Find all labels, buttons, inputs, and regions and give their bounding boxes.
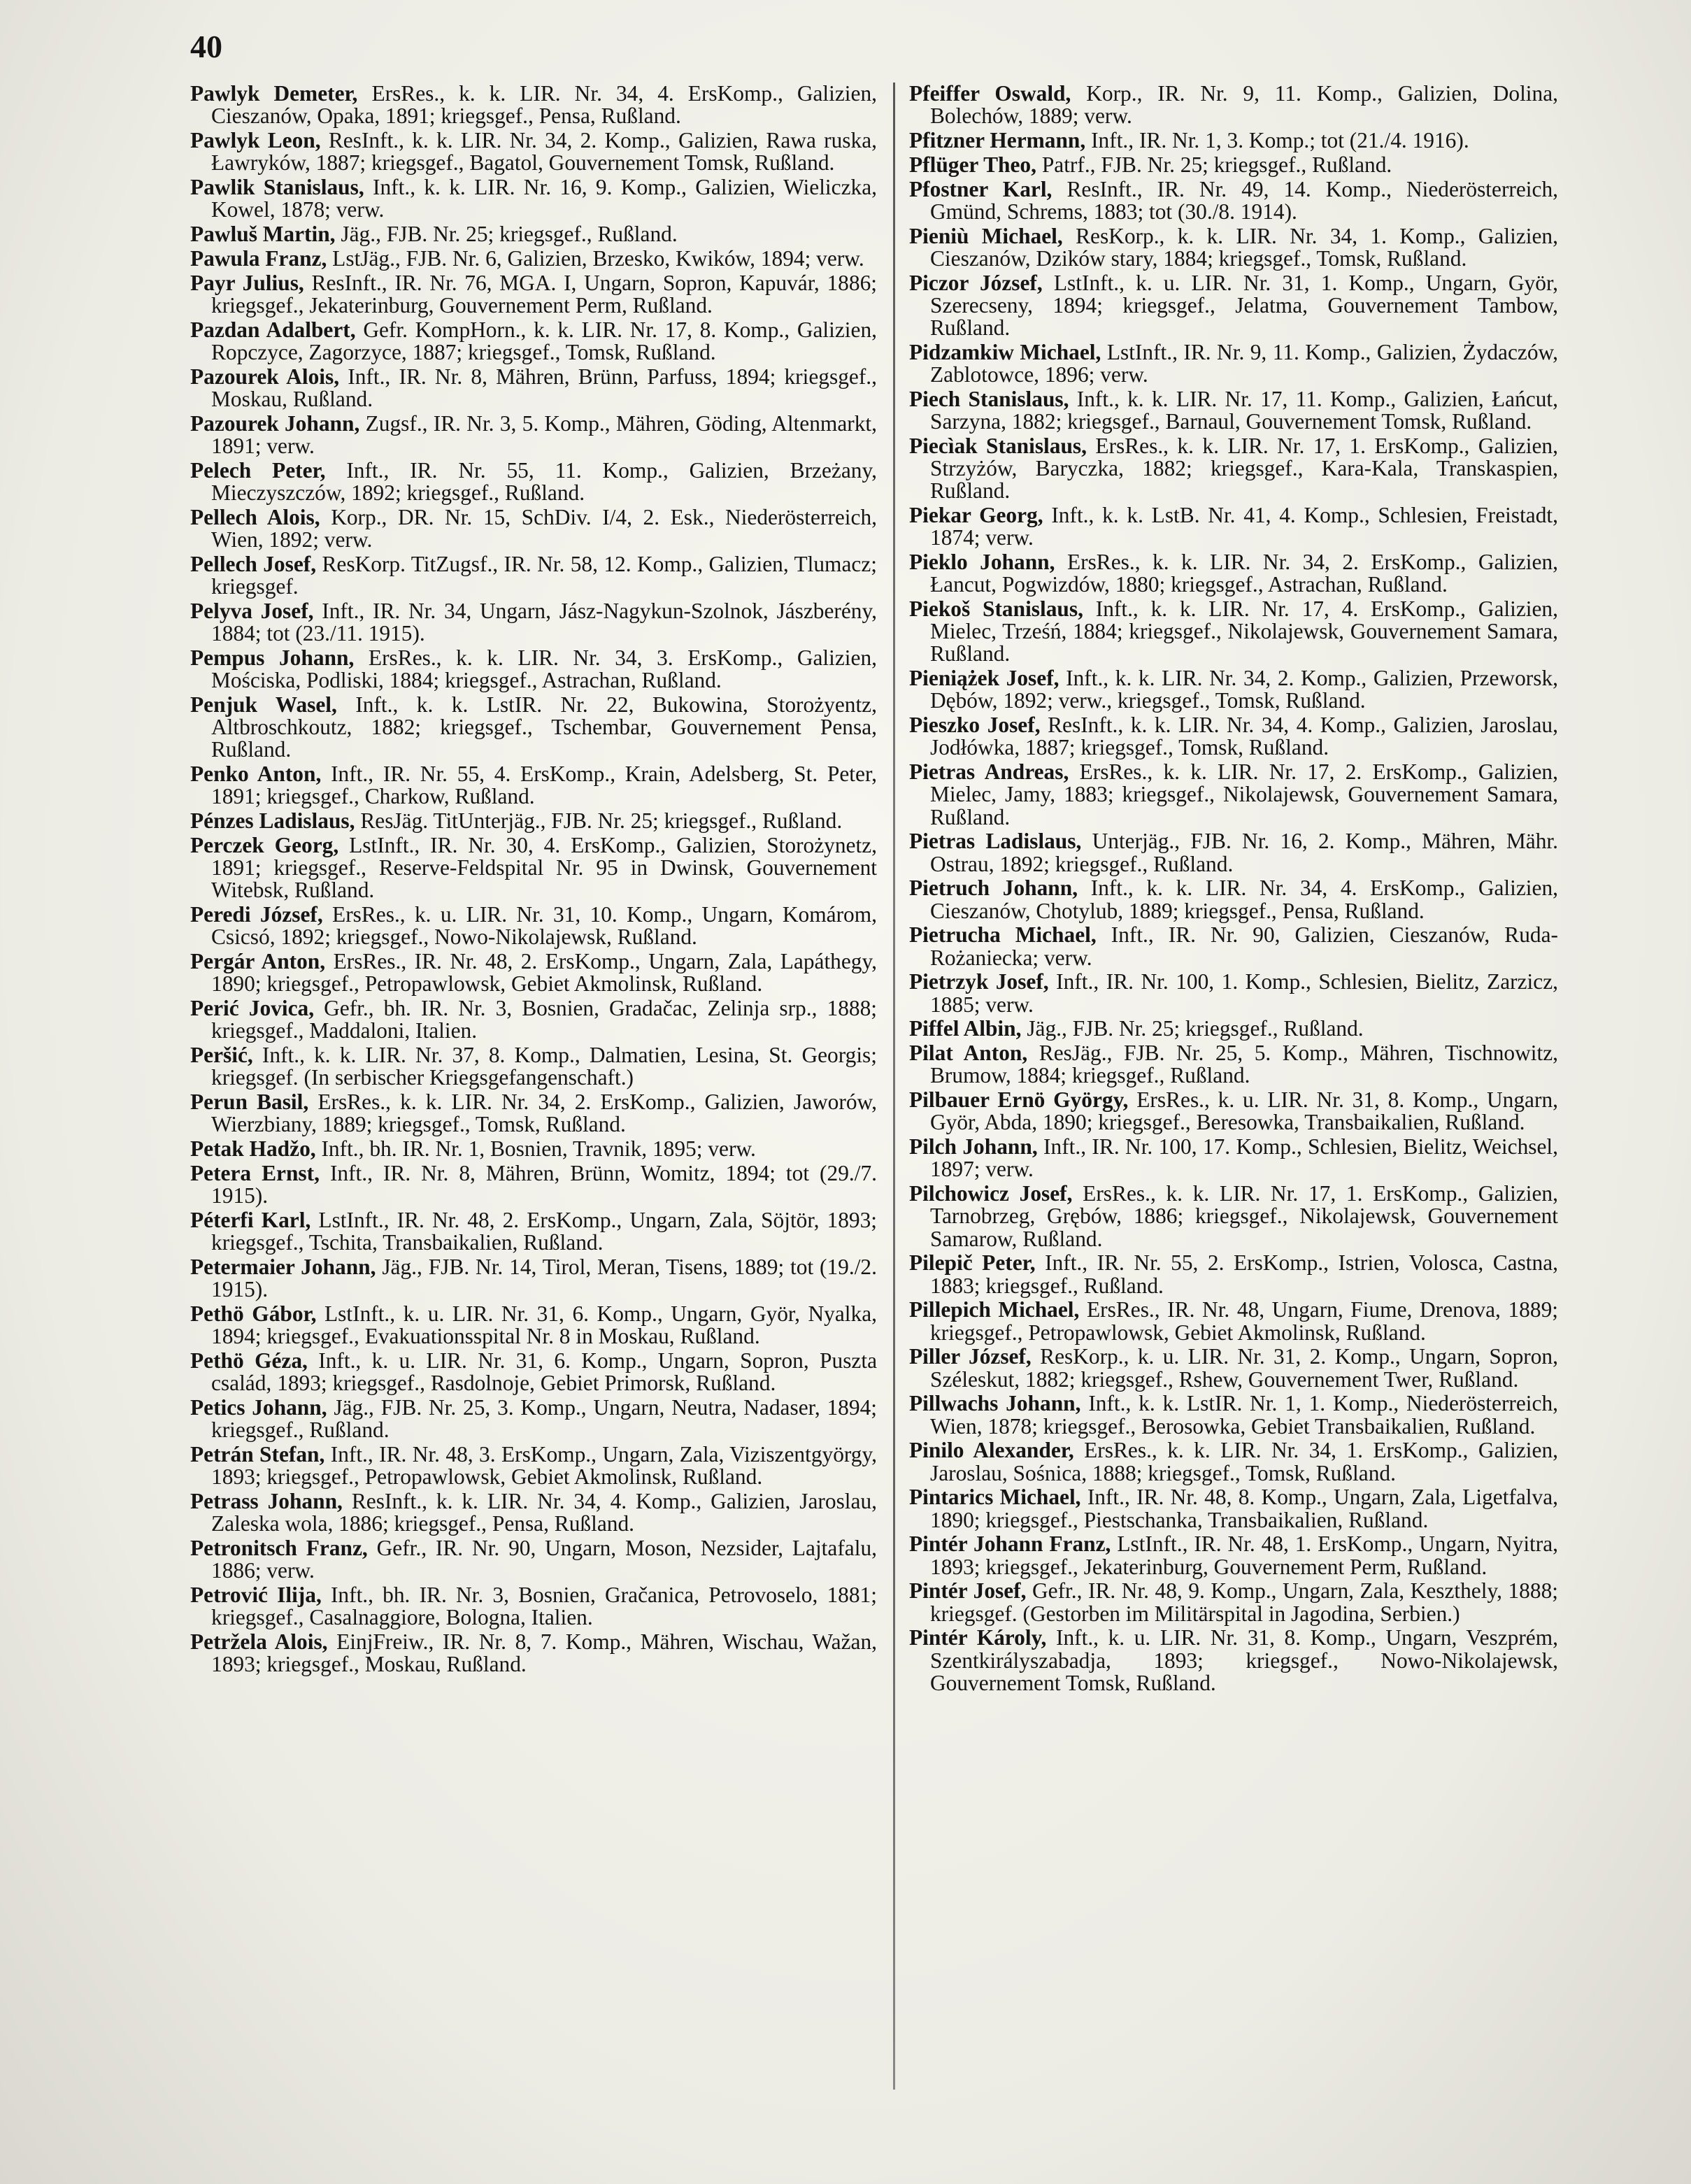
register-entry <box>190 245 877 271</box>
register-entry <box>909 1346 1558 1390</box>
entry-details: ErsRes., IR. Nr. 48, 2. ErsKomp., Ungarn, Zala, Lapáthegy, 1890; kriegsgef., Petropawlowsk, Gebiet Akmolinsk, Rußland. <box>211 948 878 996</box>
entry-name: Pinilo Alexander, <box>909 1438 1074 1463</box>
left-column <box>190 83 877 1678</box>
register-entry <box>190 1631 877 1676</box>
entry-name: Pempus Johann, <box>190 645 355 670</box>
register-entry <box>190 997 877 1042</box>
entry-name: Piecìak Stanislaus, <box>909 433 1087 458</box>
entry-name: Pfeiffer Oswald, <box>909 81 1071 106</box>
entry-name: Pietruch Johann, <box>909 876 1078 901</box>
register-entry <box>190 694 877 762</box>
entry-details: ErsRes., IR. Nr. 48, Ungarn, Fiume, Drenova, 1889; kriegsgef., Petropawlowsk, Gebiet Akmolinsk, Rußland. <box>930 1297 1558 1345</box>
entry-name: Petera Ernst, <box>190 1160 320 1185</box>
entry-details: Jäg., FJB. Nr. 25; kriegsgef., Rußland. <box>341 222 678 246</box>
entry-details: ResInft., k. k. LIR. Nr. 34, 4. Komp., Galizien, Jaroslau, Jodłówka, 1887; kriegsgef., Tomsk, Rußland. <box>930 713 1558 760</box>
entry-name: Pazdan Adalbert, <box>190 317 356 342</box>
entry-name: Pawlyk Leon, <box>190 128 321 152</box>
entry-name: Pintér Josef, <box>909 1578 1027 1604</box>
column-divider <box>893 83 895 2090</box>
entry-details: Inft., bh. IR. Nr. 3, Bosnien, Gračanica, Petrovoselo, 1881; kriegsgef., Casalnaggiore, Bologna, Italien. <box>211 1582 877 1629</box>
register-entry <box>909 667 1558 712</box>
entry-name: Penko Anton, <box>190 761 322 786</box>
register-entry <box>190 647 877 692</box>
entry-details: Jäg., FJB. Nr. 14, Tirol, Meran, Tisens, 1889; tot (19./2. 1915). <box>211 1254 877 1301</box>
entry-details: Inft., IR. Nr. 8, Mähren, Brünn, Parfuss, 1894; kriegsgef., Moskau, Rußland. <box>211 364 877 411</box>
register-entry <box>909 1018 1558 1040</box>
register-entry <box>909 1439 1558 1484</box>
entry-details: Patrf., FJB. Nr. 25; kriegsgef., Rußland. <box>1041 152 1392 177</box>
entry-name: Pethö Géza, <box>190 1348 308 1373</box>
register-entry <box>190 319 877 364</box>
entry-details: Inft., k. k. LIR. Nr. 17, 11. Komp., Galizien, Łańcut, Sarzyna, 1882; kriegsgef., Barnaul, Gouvernement Tomsk, Rußland. <box>930 386 1558 434</box>
entry-name: Peršić, <box>190 1042 253 1067</box>
entry-details: Inft., k. k. LIR. Nr. 37, 8. Komp., Dalmatien, Lesina, St. Georgis; kriegsgef. (In serbischer Kriegsgefangenschaft.) <box>211 1042 877 1090</box>
entry-details: LstInft., IR. Nr. 30, 4. ErsKomp., Galizien, Storożynetz, 1891; kriegsgef., Reserve-Feldspital Nr. 95 in Dwinsk, Gouvernement Witebsk, Rußland. <box>211 832 877 902</box>
entry-name: Petržela Alois, <box>190 1629 328 1654</box>
entry-name: Pawluš Martin, <box>190 222 336 246</box>
entry-details: ResJäg., FJB. Nr. 25, 5. Komp., Mähren, Tischnowitz, Brumow, 1884; kriegsgef., Rußland. <box>930 1041 1558 1088</box>
register-entry <box>190 763 877 808</box>
register-entry <box>909 1580 1558 1625</box>
entry-details: Gefr. KompHorn., k. k. LIR. Nr. 17, 8. Komp., Galizien, Ropczyce, Zagorzyce, 1887; kriegsgef., Tomsk, Rußland. <box>211 317 877 364</box>
entry-details: Inft., k. u. LIR. Nr. 31, 8. Komp., Ungarn, Veszprém, Szentkirályszabadja, 1893; kriegsgef., Nowo-Nikolajewsk, Gouvernement Tomsk, Rußland. <box>930 1625 1558 1695</box>
entry-details: LstJäg., FJB. Nr. 6, Galizien, Brzesko, Kwików, 1894; verw. <box>332 245 864 271</box>
entry-details: ResInft., IR. Nr. 76, MGA. I, Ungarn, Sopron, Kapuvár, 1886; kriegsgef., Jekaterinburg, Gouvernement Perm, Rußland. <box>211 270 877 317</box>
register-entry <box>909 1533 1558 1578</box>
entry-name: Piffel Albin, <box>909 1016 1022 1041</box>
register-entry <box>190 1584 877 1629</box>
entry-name: Pilchowicz Josef, <box>909 1181 1073 1206</box>
entry-details: Gefr., IR. Nr. 48, 9. Komp., Ungarn, Zala, Keszthely, 1888; kriegsgef. (Gestorben im Militärspital in Jagodina, Serbien.) <box>930 1578 1558 1626</box>
entry-name: Petermaier Johann, <box>190 1254 376 1279</box>
register-entry <box>909 830 1558 875</box>
entry-name: Piekoš Stanislaus, <box>909 597 1083 621</box>
register-entry <box>190 1162 877 1207</box>
entry-name: Petrović Ilija, <box>190 1582 322 1607</box>
entry-name: Perun Basil, <box>190 1089 309 1114</box>
register-entry <box>909 435 1558 503</box>
register-entry <box>190 1138 877 1160</box>
entry-details: LstInft., IR. Nr. 48, 1. ErsKomp., Ungarn, Nyitra, 1893; kriegsgef., Jekaterinburg, Gouvernement Perm, Rußland. <box>930 1532 1558 1579</box>
entry-name: Pintér Johann Franz, <box>909 1532 1111 1557</box>
entry-name: Pillepich Michael, <box>909 1297 1080 1322</box>
register-entry <box>909 225 1558 270</box>
register-entry <box>909 761 1558 829</box>
entry-name: Pillwachs Johann, <box>909 1391 1081 1416</box>
entry-name: Pethö Gábor, <box>190 1301 317 1326</box>
entry-name: Pilat Anton, <box>909 1041 1028 1066</box>
entry-details: Inft., IR. Nr. 55, 4. ErsKomp., Krain, Adelsberg, St. Peter, 1891; kriegsgef., Charkow, Rußland. <box>211 761 877 808</box>
entry-details: LstInft., IR. Nr. 48, 2. ErsKomp., Ungarn, Zala, Söjtör, 1893; kriegsgef., Tschita, Transbaikalien, Rußland. <box>211 1207 878 1255</box>
entry-name: Piech Stanislaus, <box>909 386 1069 411</box>
entry-details: Inft., k. k. LstIR. Nr. 1, 1. Komp., Niederösterreich, Wien, 1878; kriegsgef., Berosowka, Gebiet Transbaikalien, Rußland. <box>930 1391 1558 1439</box>
entry-name: Pawlik Stanislaus, <box>190 175 364 199</box>
entry-name: Pietrzyk Josef, <box>909 969 1049 994</box>
register-entry <box>909 272 1558 340</box>
entry-details: Inft., k. k. LIR. Nr. 34, 2. Komp., Galizien, Przeworsk, Dębów, 1892; verw., kriegsgef., Tomsk, Rußland. <box>930 666 1558 713</box>
entry-details: Inft., IR. Nr. 100, 1. Komp., Schlesien, Bielitz, Zarzicz, 1885; verw. <box>930 969 1558 1017</box>
entry-name: Petrán Stefan, <box>190 1441 325 1466</box>
register-entry <box>190 1490 877 1535</box>
entry-details: Inft., k. k. LstIR. Nr. 22, Bukowina, Storożyentz, Altbroschkoutz, 1882; kriegsgef., Tschembar, Gouvernement Pensa, Rußland. <box>211 692 877 762</box>
entry-details: ResInft., k. k. LIR. Nr. 34, 2. Komp., Galizien, Rawa ruska, Ławryków, 1887; kriegsgef., Bagatol, Gouvernement Tomsk, Rußland. <box>211 128 877 176</box>
entry-details: ErsRes., k. k. LIR. Nr. 34, 4. ErsKomp., Galizien, Cieszanów, Opaka, 1891; kriegsgef., Pensa, Rußland. <box>211 81 877 129</box>
entry-name: Pelyva Josef, <box>190 598 314 623</box>
entry-details: ResKorp. TitZugsf., IR. Nr. 58, 12. Komp., Galizien, Tlumacz; kriegsgef. <box>211 551 877 599</box>
register-entry <box>190 1443 877 1488</box>
entry-details: ResKorp., k. u. LIR. Nr. 31, 2. Komp., Ungarn, Sopron, Széleskut, 1882; kriegsgef., Rshew, Gouvernement Twer, Rußland. <box>930 1344 1558 1392</box>
register-entry <box>190 1044 877 1089</box>
entry-name: Petrass Johann, <box>190 1488 343 1513</box>
register-entry <box>190 459 877 504</box>
entry-name: Piczor József, <box>909 270 1043 295</box>
entry-details: Inft., IR. Nr. 100, 17. Komp., Schlesien, Bielitz, Weichsel, 1897; verw. <box>930 1134 1558 1182</box>
register-entry <box>909 1486 1558 1531</box>
entry-details: ResJäg. TitUnterjäg., FJB. Nr. 25; kriegsgef., Rußland. <box>360 808 843 833</box>
register-entry <box>190 272 877 317</box>
entry-name: Pintarics Michael, <box>909 1485 1081 1510</box>
register-entry <box>190 901 877 949</box>
page-number: 40 <box>190 29 222 64</box>
entry-name: Pilepič Peter, <box>909 1250 1036 1276</box>
entry-name: Pellech Josef, <box>190 551 317 576</box>
entry-name: Petak Hadžo, <box>190 1136 316 1161</box>
entry-details: Jäg., FJB. Nr. 25, 3. Komp., Ungarn, Neutra, Nadaser, 1894; kriegsgef., Rußland. <box>211 1394 877 1442</box>
register-entry <box>909 83 1558 127</box>
entry-name: Pazourek Johann, <box>190 411 360 436</box>
entry-name: Pénzes Ladislaus, <box>190 808 355 833</box>
entry-name: Péterfi Karl, <box>190 1207 311 1232</box>
right-column <box>909 83 1558 1697</box>
entry-details: ErsRes., k. k. LIR. Nr. 34, 2. ErsKomp., Galizien, Jaworów, Wierzbiany, 1889; kriegsgef., Tomsk, Rußland. <box>211 1089 877 1136</box>
entry-details: ErsRes., k. u. LIR. Nr. 31, 10. Komp., Ungarn, Komárom, Csicsó, 1892; kriegsgef., Nowo-Nikolajewsk, Rußland. <box>211 901 877 949</box>
register-entry <box>190 1394 877 1442</box>
entry-details: Inft., IR. Nr. 48, 3. ErsKomp., Ungarn, Zala, Viziszentgyörgy, 1893; kriegsgef., Petropawlowsk, Gebiet Akmolinsk, Rußland. <box>211 1441 877 1489</box>
entry-details: Inft., IR. Nr. 34, Ungarn, Jász-Nagykun-Szolnok, Jászberény, 1884; tot (23./11. 1915). <box>211 598 877 645</box>
entry-details: LstInft., k. u. LIR. Nr. 31, 6. Komp., Ungarn, Györ, Nyalka, 1894; kriegsgef., Evakuationsspital Nr. 8 in Moskau, Rußland. <box>211 1301 877 1348</box>
entry-details: Korp., DR. Nr. 15, SchDiv. I/4, 2. Esk., Niederösterreich, Wien, 1892; verw. <box>211 504 877 552</box>
register-entry <box>190 1209 877 1254</box>
entry-details: Inft., IR. Nr. 48, 8. Komp., Ungarn, Zala, Ligetfalva, 1890; kriegsgef., Piestschanka, Transbaikalien, Rußland. <box>930 1485 1558 1532</box>
entry-name: Petics Johann, <box>190 1394 327 1420</box>
register-entry <box>190 1256 877 1301</box>
register-entry <box>190 1303 877 1348</box>
entry-details: Gefr., IR. Nr. 90, Ungarn, Moson, Nezsider, Lajtafalu, 1886; verw. <box>211 1535 877 1583</box>
entry-details: Inft., IR. Nr. 90, Galizien, Cieszanów, Ruda-Rożaniecka; verw. <box>930 922 1558 970</box>
entry-name: Pflüger Theo, <box>909 152 1036 177</box>
register-entry <box>909 1299 1558 1343</box>
entry-details: ResInft., k. k. LIR. Nr. 34, 4. Komp., Galizien, Jaroslau, Zaleska wola, 1886; kriegsgef., Pensa, Rußland. <box>211 1488 877 1536</box>
entry-name: Pawula Franz, <box>190 245 327 271</box>
entry-details: ErsRes., k. k. LIR. Nr. 34, 2. ErsKomp., Galizien, Łancut, Pogwizdów, 1880; kriegsgef., Astrachan, Rußland. <box>930 550 1558 597</box>
register-entry <box>909 178 1558 223</box>
register-entry <box>909 341 1558 386</box>
entry-name: Perczek Georg, <box>190 832 339 857</box>
entry-name: Pfostner Karl, <box>909 176 1053 201</box>
entry-name: Pergár Anton, <box>190 948 326 973</box>
entry-name: Piller József, <box>909 1344 1032 1369</box>
entry-details: Inft., IR. Nr. 55, 11. Komp., Galizien, Brzeżany, Mieczyszczów, 1892; kriegsgef., Rußland. <box>211 457 877 505</box>
register-entry <box>909 1252 1558 1297</box>
register-entry <box>190 1350 877 1394</box>
register-entry <box>909 877 1558 922</box>
entry-name: Pietras Andreas, <box>909 759 1069 785</box>
entry-details: ErsRes., k. k. LIR. Nr. 17, 1. ErsKomp., Galizien, Tarnobrzeg, Grębów, 1886; kriegsgef., Nikolajewsk, Gouvernement Samarow, Rußland. <box>930 1181 1558 1251</box>
entry-details: Gefr., bh. IR. Nr. 3, Bosnien, Gradačac, Zelinja srp., 1888; kriegsgef., Maddaloni, Italien. <box>211 995 877 1043</box>
entry-name: Pelech Peter, <box>190 457 326 483</box>
entry-name: Pieniążek Josef, <box>909 666 1059 691</box>
entry-details: Unterjäg., FJB. Nr. 16, 2. Komp., Mähren, Mähr. Ostrau, 1892; kriegsgef., Rußland. <box>930 829 1558 876</box>
entry-name: Pilbauer Ernö György, <box>909 1087 1129 1113</box>
entry-details: ResInft., IR. Nr. 49, 14. Komp., Niederösterreich, Gmünd, Schrems, 1883; tot (30./8. 1914). <box>930 176 1558 224</box>
entry-name: Peredi József, <box>190 901 323 927</box>
register-entry <box>190 83 877 127</box>
register-entry <box>909 924 1558 969</box>
register-entry <box>909 598 1558 666</box>
entry-name: Piekar Georg, <box>909 503 1043 527</box>
entry-details: Korp., IR. Nr. 9, 11. Komp., Galizien, Dolina, Bolechów, 1889; verw. <box>930 81 1558 129</box>
entry-details: ErsRes., k. k. LIR. Nr. 34, 3. ErsKomp., Galizien, Mościska, Podliski, 1884; kriegsgef., Astrachan, Rußland. <box>211 645 877 692</box>
entry-name: Pieszko Josef, <box>909 713 1041 738</box>
register-entry <box>909 388 1558 433</box>
entry-name: Pietrucha Michael, <box>909 922 1097 948</box>
entry-details: Inft., IR. Nr. 1, 3. Komp.; tot (21./4. 1916). <box>1091 128 1469 152</box>
register-entry <box>909 551 1558 596</box>
register-entry <box>909 504 1558 549</box>
register-entry <box>190 1537 877 1582</box>
register-entry <box>190 600 877 645</box>
register-entry <box>190 129 877 174</box>
entry-name: Pellech Alois, <box>190 504 320 529</box>
register-entry <box>909 1089 1558 1134</box>
register-entry <box>190 176 877 221</box>
entry-details: Inft., IR. Nr. 55, 2. ErsKomp., Istrien, Volosca, Castna, 1883; kriegsgef., Rußland. <box>930 1250 1558 1298</box>
entry-name: Pietras Ladislaus, <box>909 829 1082 854</box>
entry-name: Pintér Károly, <box>909 1625 1047 1650</box>
register-entry <box>190 950 877 995</box>
entry-name: Pilch Johann, <box>909 1134 1038 1159</box>
entry-details: Jäg., FJB. Nr. 25; kriegsgef., Rußland. <box>1027 1016 1364 1041</box>
entry-details: Inft., k. u. LIR. Nr. 31, 6. Komp., Ungarn, Sopron, Puszta család, 1893; kriegsgef., Rasdolnoje, Gebiet Primorsk, Rußland. <box>211 1348 878 1395</box>
entry-details: LstInft., k. u. LIR. Nr. 31, 1. Komp., Ungarn, Györ, Szerecseny, 1894; kriegsgef., Jelatma, Gouvernement Tambow, Rußland. <box>930 270 1558 340</box>
register-entry <box>909 154 1558 176</box>
register-entry <box>909 1042 1558 1087</box>
entry-name: Payr Julius, <box>190 270 304 295</box>
entry-details: ErsRes., k. k. LIR. Nr. 17, 2. ErsKomp., Galizien, Mielec, Jamy, 1883; kriegsgef., Nikolajewsk, Gouvernement Samara, Rußland. <box>930 759 1558 829</box>
register-entry <box>909 971 1558 1015</box>
entry-name: Perić Jovica, <box>190 995 315 1020</box>
entry-details: Inft., k. k. LIR. Nr. 34, 4. ErsKomp., Galizien, Cieszanów, Chotylub, 1889; kriegsgef., Pensa, Rußland. <box>930 876 1558 923</box>
entry-name: Pidzamkiw Michael, <box>909 339 1101 364</box>
entry-name: Petronitsch Franz, <box>190 1535 368 1560</box>
entry-details: Inft., k. k. LIR. Nr. 16, 9. Komp., Galizien, Wieliczka, Kowel, 1878; verw. <box>211 175 877 222</box>
entry-details: LstInft., IR. Nr. 9, 11. Komp., Galizien, Żydaczów, Zablotowce, 1896; verw. <box>930 339 1558 387</box>
entry-details: EinjFreiw., IR. Nr. 8, 7. Komp., Mähren, Wischau, Wažan, 1893; kriegsgef., Moskau, Rußland. <box>211 1629 877 1676</box>
entry-name: Pieklo Johann, <box>909 550 1055 574</box>
register-entry <box>909 1627 1558 1694</box>
entry-name: Penjuk Wasel, <box>190 692 337 717</box>
entry-details: ErsRes., k. u. LIR. Nr. 31, 8. Komp., Ungarn, Györ, Abda, 1890; kriegsgef., Beresowka, Transbaikalien, Rußland. <box>930 1087 1558 1135</box>
entry-details: ErsRes., k. k. LIR. Nr. 17, 1. ErsKomp., Galizien, Strzyżów, Baryczka, 1882; kriegsgef., Kara-Kala, Transkaspien, Rußland. <box>930 433 1558 504</box>
entry-details: ErsRes., k. k. LIR. Nr. 34, 1. ErsKomp., Galizien, Jaroslau, Sośnica, 1888; kriegsgef., Tomsk, Rußland. <box>930 1438 1558 1485</box>
register-entry <box>909 129 1558 152</box>
register-entry <box>909 714 1558 759</box>
register-entry <box>190 413 877 457</box>
entry-details: Inft., bh. IR. Nr. 1, Bosnien, Travnik, 1895; verw. <box>321 1136 756 1161</box>
register-entry <box>190 810 877 832</box>
register-entry <box>909 1136 1558 1180</box>
entry-name: Pawlyk Demeter, <box>190 81 358 106</box>
entry-details: Inft., k. k. LIR. Nr. 17, 4. ErsKomp., Galizien, Mielec, Trześń, 1884; kriegsgef., Nikolajewsk, Gouvernement Samara, Rußland. <box>930 597 1558 666</box>
entry-details: Inft., IR. Nr. 8, Mähren, Brünn, Womitz, 1894; tot (29./7. 1915). <box>211 1160 877 1208</box>
register-entry <box>190 834 877 902</box>
register-entry <box>190 1091 877 1136</box>
register-entry <box>909 1183 1558 1250</box>
entry-name: Pazourek Alois, <box>190 364 340 389</box>
register-entry <box>190 366 877 411</box>
entry-details: Inft., k. k. LstB. Nr. 41, 4. Komp., Schlesien, Freistadt, 1874; verw. <box>930 503 1558 550</box>
entry-details: Zugsf., IR. Nr. 3, 5. Komp., Mähren, Göding, Altenmarkt, 1891; verw. <box>211 411 877 458</box>
entry-details: ResKorp., k. k. LIR. Nr. 34, 1. Komp., Galizien, Cieszanów, Dzików stary, 1884; kriegsgef., Tomsk, Rußland. <box>930 223 1558 271</box>
entry-name: Pieniù Michael, <box>909 223 1063 248</box>
register-entry <box>190 506 877 551</box>
entry-name: Pfitzner Hermann, <box>909 128 1086 152</box>
register-entry <box>909 1392 1558 1437</box>
register-entry <box>190 223 877 245</box>
register-entry <box>190 553 877 598</box>
